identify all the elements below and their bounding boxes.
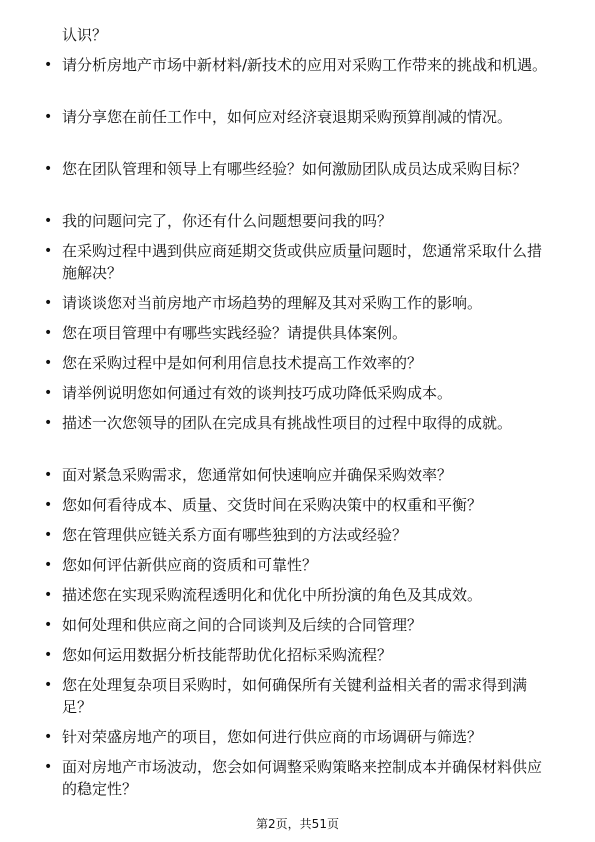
continuation-text: 认识？ — [62, 26, 108, 44]
list-item — [44, 210, 554, 232]
bullet-icon: • — [44, 497, 53, 513]
list-item — [44, 584, 554, 606]
question-text: 您在采购过程中是如何利用信息技术提高工作效率的？ — [62, 354, 423, 372]
list-item — [44, 158, 554, 180]
question-text: 描述一次您领导的团队在完成具有挑战性项目的过程中取得的成就。 — [62, 414, 513, 432]
list-item — [44, 382, 554, 404]
list-item — [44, 614, 554, 636]
list-item — [44, 54, 554, 76]
bullet-icon: • — [44, 415, 53, 431]
list-item — [44, 554, 554, 576]
bullet-icon: • — [44, 109, 53, 125]
question-text: 如何处理和供应商之间的合同谈判及后续的合同管理？ — [62, 616, 423, 634]
question-text: 请分享您在前任工作中，如何应对经济衰退期采购预算削减的情况。 — [62, 108, 513, 126]
bullet-icon: • — [44, 325, 53, 341]
question-text: 您在管理供应链关系方面有哪些独到的方法或经验？ — [62, 526, 408, 544]
bullet-icon: • — [44, 557, 53, 573]
bullet-icon: • — [44, 385, 53, 401]
bullet-icon: • — [44, 355, 53, 371]
list-item — [44, 674, 554, 718]
question-text: 面对紧急采购需求，您通常如何快速响应并确保采购效率？ — [62, 466, 453, 484]
bullet-icon: • — [44, 587, 53, 603]
question-text: 您如何评估新供应商的资质和可靠性？ — [62, 556, 318, 574]
list-item — [44, 292, 554, 314]
question-text: 描述您在实现采购流程透明化和优化中所扮演的角色及其成效。 — [62, 586, 483, 604]
question-text: 在采购过程中遇到供应商延期交货或供应质量问题时，您通常采取什么措施解决？ — [62, 242, 543, 282]
question-text: 针对荣盛房地产的项目，您如何进行供应商的市场调研与筛选？ — [62, 728, 483, 746]
bullet-icon: • — [44, 57, 53, 73]
list-item — [44, 322, 554, 344]
page-number: 第2页，共51页 — [256, 817, 339, 831]
question-text: 您在团队管理和领导上有哪些经验？如何激励团队成员达成采购目标？ — [62, 160, 528, 178]
list-item — [44, 524, 554, 546]
question-text: 您在处理复杂项目采购时，如何确保所有关键利益相关者的需求得到满足？ — [62, 676, 528, 716]
list-item — [44, 464, 554, 486]
bullet-icon: • — [44, 467, 53, 483]
bullet-icon: • — [44, 617, 53, 633]
list-item — [44, 412, 554, 434]
bullet-icon: • — [44, 161, 53, 177]
list-item — [44, 644, 554, 666]
list-item — [44, 106, 554, 128]
question-text: 我的问题问完了，你还有什么问题想要问我的吗？ — [62, 212, 393, 230]
question-text: 面对房地产市场波动，您会如何调整采购策略来控制成本并确保材料供应的稳定性？ — [62, 758, 543, 798]
bullet-icon: • — [44, 213, 53, 229]
question-text: 请谈谈您对当前房地产市场趋势的理解及其对采购工作的影响。 — [62, 294, 483, 312]
bullet-icon: • — [44, 729, 53, 745]
list-item — [44, 240, 554, 284]
list-item — [44, 494, 554, 516]
bullet-icon: • — [44, 759, 53, 775]
question-text: 请举例说明您如何通过有效的谈判技巧成功降低采购成本。 — [62, 384, 453, 402]
bullet-icon: • — [44, 527, 53, 543]
question-text: 您在项目管理中有哪些实践经验？请提供具体案例。 — [62, 324, 408, 342]
question-text: 您如何运用数据分析技能帮助优化招标采购流程？ — [62, 646, 393, 664]
list-item — [44, 726, 554, 748]
question-text: 请分析房地产市场中新材料/新技术的应用对采购工作带来的挑战和机遇。 — [62, 56, 548, 74]
question-text: 您如何看待成本、质量、交货时间在采购决策中的权重和平衡？ — [62, 496, 483, 514]
bullet-icon: • — [44, 295, 53, 311]
list-item — [44, 756, 554, 800]
list-item — [44, 352, 554, 374]
bullet-icon: • — [44, 243, 53, 259]
bullet-icon: • — [44, 647, 53, 663]
bullet-icon: • — [44, 677, 53, 693]
